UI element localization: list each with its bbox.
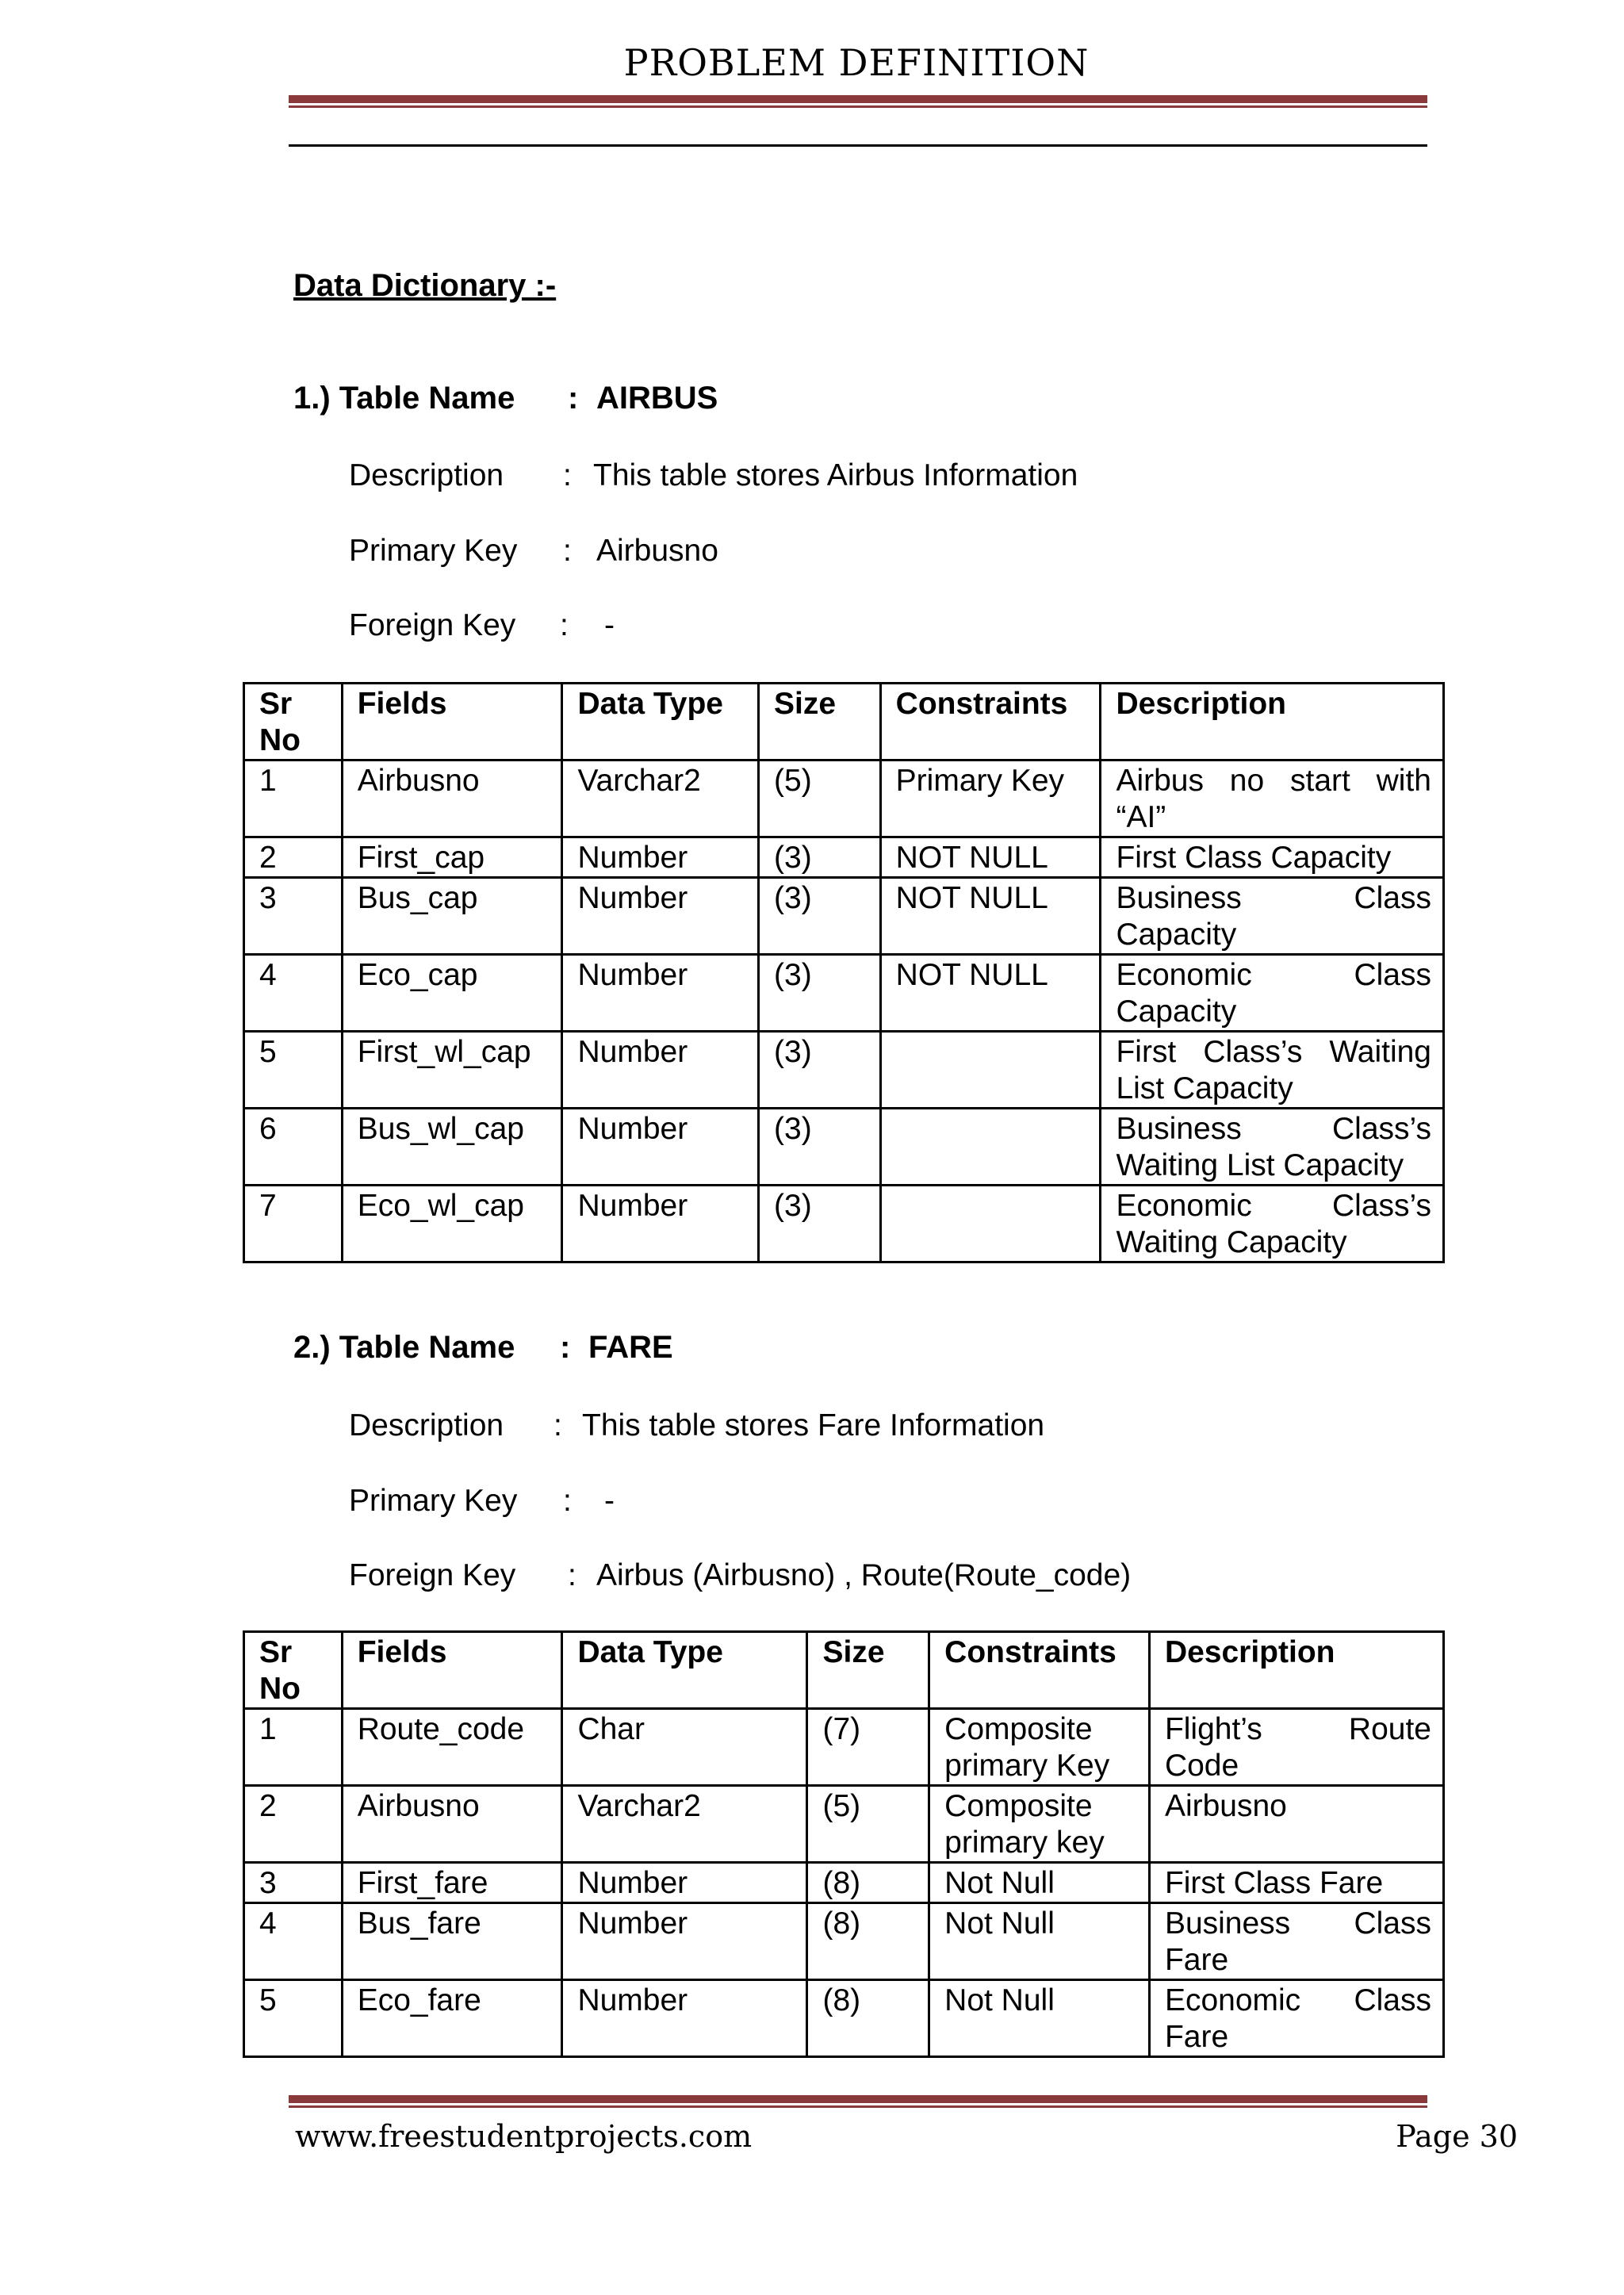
table-row [244, 1709, 1444, 1786]
table-cell: Number [562, 1109, 759, 1186]
table-cell: Flight’s Route Code [1149, 1709, 1443, 1786]
meta-value: This table stores Fare Information [582, 1408, 1045, 1443]
section-heading: Data Dictionary :- [293, 268, 557, 303]
table-cell: Varchar2 [562, 1786, 807, 1863]
meta-separator: : [563, 1484, 572, 1518]
column-header: Data Type [562, 1632, 807, 1709]
column-header: Description [1149, 1632, 1443, 1709]
table-row [244, 1032, 1444, 1109]
table-header-row [244, 684, 1444, 761]
table-cell: (8) [807, 1980, 929, 2057]
meta-value: This table stores Airbus Information [593, 458, 1078, 492]
table-cell: Eco_cap [342, 955, 562, 1032]
table-cell: Composite primary key [929, 1786, 1150, 1863]
table-row [244, 1863, 1444, 1903]
table-cell: 5 [244, 1032, 343, 1109]
meta-key: Description [349, 1408, 504, 1443]
table-row [244, 878, 1444, 955]
table-cell: Business Class’s Waiting List Capacity [1101, 1109, 1444, 1186]
table-cell: (5) [807, 1786, 929, 1863]
table-1-heading [293, 381, 718, 416]
table-cell: Economic Class Fare [1149, 1980, 1443, 2057]
column-header: Sr No [244, 1632, 343, 1709]
column-header: Fields [342, 684, 562, 761]
table-1-heading-separator: : [568, 381, 579, 416]
table-cell: Economic Class Capacity [1101, 955, 1444, 1032]
table-cell: Eco_fare [342, 1980, 562, 2057]
table-cell: Route_code [342, 1709, 562, 1786]
table-row [244, 955, 1444, 1032]
table-cell: NOT NULL [880, 878, 1101, 955]
table-cell: Bus_cap [342, 878, 562, 955]
table-cell: 4 [244, 955, 343, 1032]
footer-rule-thick [289, 2095, 1427, 2103]
table-cell: First Class’s Waiting List Capacity [1101, 1032, 1444, 1109]
fare-data-table [243, 1630, 1445, 2058]
table-2-heading-separator: : [560, 1330, 571, 1365]
table-cell: (8) [807, 1903, 929, 1980]
table-cell: Eco_wl_cap [342, 1186, 562, 1262]
table-cell [880, 1109, 1101, 1186]
table-cell: 1 [244, 1709, 343, 1786]
table-cell: First_fare [342, 1863, 562, 1903]
table-cell: Number [562, 878, 759, 955]
table-cell: Number [562, 1863, 807, 1903]
column-header: Data Type [562, 684, 759, 761]
table-cell: NOT NULL [880, 837, 1101, 878]
meta-value: Airbusno [596, 534, 718, 568]
footer-page-number: Page 30 [1396, 2119, 1518, 2154]
header-rule-underline [289, 144, 1427, 147]
page-header-title: PROBLEM DEFINITION [623, 41, 1090, 84]
table-cell: Airbusno [1149, 1786, 1443, 1863]
table-row [244, 1186, 1444, 1262]
table-cell: (3) [759, 878, 881, 955]
footer-website-link: www.freestudentprojects.com [295, 2119, 753, 2154]
table-cell: Number [562, 1186, 759, 1262]
table-cell: 7 [244, 1186, 343, 1262]
table-cell [880, 1032, 1101, 1109]
table-row [244, 1786, 1444, 1863]
meta-separator: : [560, 608, 569, 642]
table-2-heading-name: FARE [588, 1330, 673, 1365]
table-cell: Composite primary Key [929, 1709, 1150, 1786]
table-row [244, 1980, 1444, 2057]
footer-rule-thin [289, 2105, 1427, 2108]
table-cell: Airbusno [342, 761, 562, 837]
table-cell: Number [562, 1980, 807, 2057]
meta-separator: : [553, 1408, 562, 1443]
meta-value: - [604, 608, 615, 642]
table-cell: Economic Class’s Waiting Capacity [1101, 1186, 1444, 1262]
table-cell: 1 [244, 761, 343, 837]
table-cell: Bus_fare [342, 1903, 562, 1980]
table-header-row [244, 1632, 1444, 1709]
column-header: Description [1101, 684, 1444, 761]
table-cell: First_cap [342, 837, 562, 878]
table-2-heading [293, 1330, 673, 1366]
column-header: Constraints [929, 1632, 1150, 1709]
table-cell: Number [562, 1032, 759, 1109]
meta-value: Airbus (Airbusno) , Route(Route_code) [596, 1558, 1132, 1592]
table-cell: Business Class Fare [1149, 1903, 1443, 1980]
table-cell: First Class Fare [1149, 1863, 1443, 1903]
table-cell: Bus_wl_cap [342, 1109, 562, 1186]
column-header: Constraints [880, 684, 1101, 761]
table-cell: 6 [244, 1109, 343, 1186]
meta-key: Foreign Key [349, 608, 516, 642]
table-row [244, 1903, 1444, 1980]
table-cell [880, 1186, 1101, 1262]
table-cell: Business Class Capacity [1101, 878, 1444, 955]
table-cell: Primary Key [880, 761, 1101, 837]
table-cell: (3) [759, 1186, 881, 1262]
table-cell: 5 [244, 1980, 343, 2057]
meta-separator: : [563, 534, 572, 568]
table-cell: 3 [244, 1863, 343, 1903]
table-cell: Airbus no start with “AI” [1101, 761, 1444, 837]
table-cell: 3 [244, 878, 343, 955]
table-cell: (7) [807, 1709, 929, 1786]
table-cell: Not Null [929, 1903, 1150, 1980]
meta-key: Foreign Key [349, 1558, 516, 1592]
table-row [244, 837, 1444, 878]
table-cell: (3) [759, 955, 881, 1032]
table-row [244, 761, 1444, 837]
header-rule-thick [289, 95, 1427, 103]
table-cell: Airbusno [342, 1786, 562, 1863]
table-cell: (8) [807, 1863, 929, 1903]
meta-separator: : [568, 1558, 576, 1592]
column-header: Sr No [244, 684, 343, 761]
table-cell: NOT NULL [880, 955, 1101, 1032]
table-1-heading-label: 1.) Table Name [293, 381, 515, 416]
table-1-heading-name: AIRBUS [596, 381, 718, 416]
airbus-data-table [243, 682, 1445, 1263]
table-cell: Char [562, 1709, 807, 1786]
table-cell: (3) [759, 1032, 881, 1109]
table-cell: (3) [759, 837, 881, 878]
table-cell: 2 [244, 1786, 343, 1863]
column-header: Fields [342, 1632, 562, 1709]
table-cell: First_wl_cap [342, 1032, 562, 1109]
table-cell: (3) [759, 1109, 881, 1186]
column-header: Size [807, 1632, 929, 1709]
header-rule-thin [289, 105, 1427, 108]
meta-key: Primary Key [349, 534, 518, 568]
table-cell: 2 [244, 837, 343, 878]
meta-key: Primary Key [349, 1484, 518, 1518]
table-cell: (5) [759, 761, 881, 837]
table-row [244, 1109, 1444, 1186]
table-cell: Number [562, 955, 759, 1032]
table-cell: First Class Capacity [1101, 837, 1444, 878]
table-2-heading-label: 2.) Table Name [293, 1330, 515, 1365]
table-cell: Not Null [929, 1863, 1150, 1903]
meta-value: - [604, 1484, 615, 1518]
table-cell: Number [562, 1903, 807, 1980]
meta-separator: : [563, 458, 572, 492]
table-cell: Varchar2 [562, 761, 759, 837]
table-cell: Number [562, 837, 759, 878]
table-cell: 4 [244, 1903, 343, 1980]
meta-key: Description [349, 458, 504, 492]
table-cell: Not Null [929, 1980, 1150, 2057]
column-header: Size [759, 684, 881, 761]
